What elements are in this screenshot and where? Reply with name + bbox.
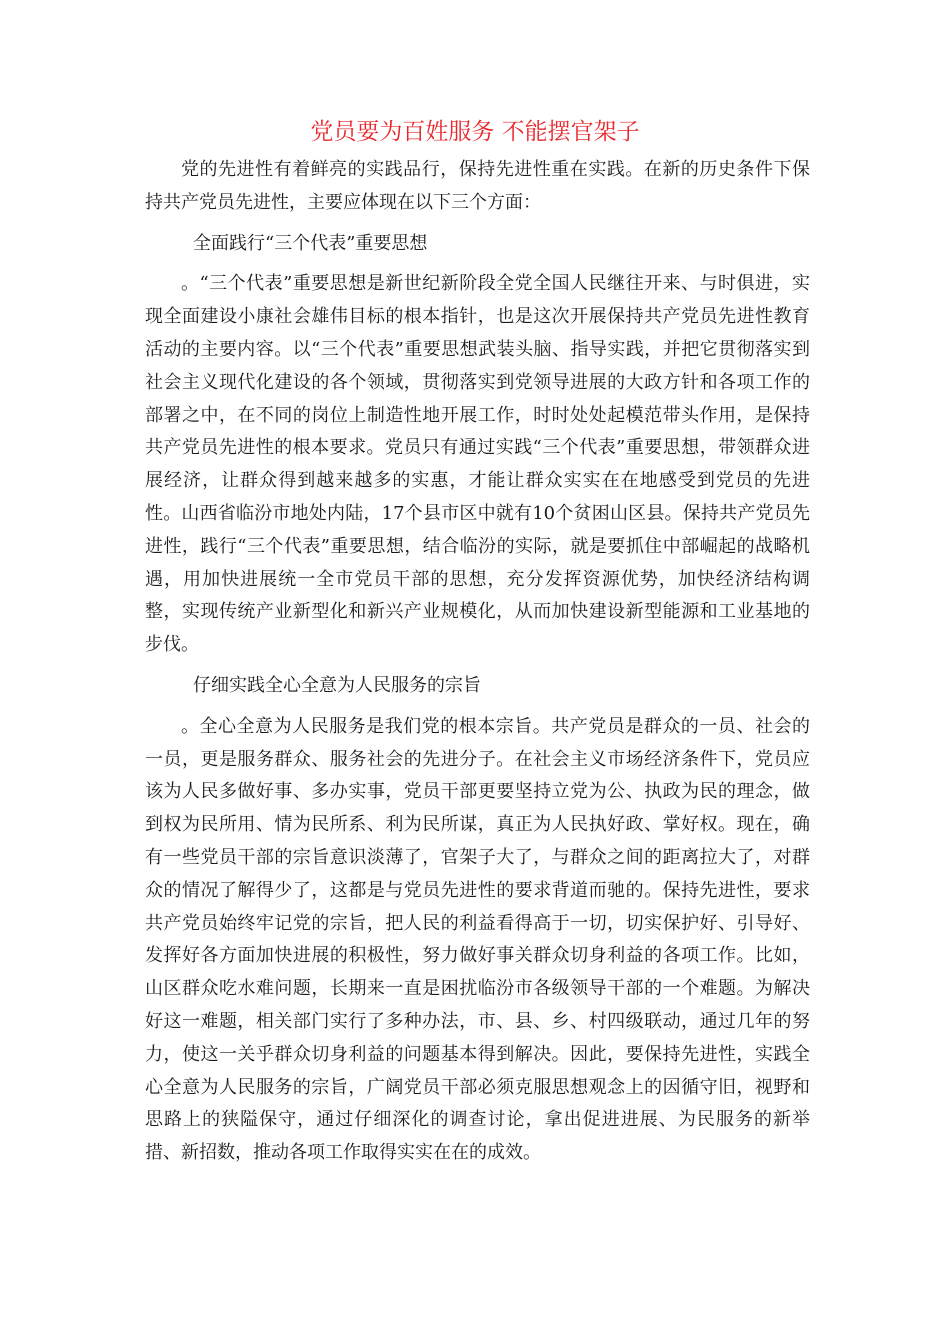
section-body-three-represents: 。“三个代表”重要思想是新世纪新阶段全党全国人民继往开来、与时俱进，实现全面建设小康社会雄伟目标的根本指针，也是这次开展保持共产党员先进性教育活动的主要内容。以“三个代表”重要思想武装头脑、指导实践，并把它贯彻落实到社会主义现代化建设的各个领域，贯彻落实到党领导进展的大政方针和各项工作的部署之中，在不同的岗位上制造性地开展工作，时时处处起模范带头作用，是保持共产党员先进性的根本要求。党员只有通过实践“三个代表”重要思想，带领群众进展经济，让群众得到越来越多的实惠，才能让群众实实在在地感受到党员的先进性。山西省临汾市地处内陆，17个县市区中就有10个贫困山区县。保持共产党员先进性，践行“三个代表”重要思想，结合临汾的实际，就是要抓住中部崛起的战略机遇，用加快进展统一全市党员干部的思想，充分发挥资源优势，加快经济结构调整，实现传统产业新型化和新兴产业规模化，从而加快建设新型能源和工业基地的步伐。 <box>145 273 810 656</box>
document-body <box>145 154 810 1170</box>
section-heading-serve-people: 仔细实践全心全意为人民服务的宗旨 <box>193 674 481 696</box>
intro-paragraph: 党的先进性有着鲜亮的实践品行，保持先进性重在实践。在新的历史条件下保持共产党员先进性，主要应体现在以下三个方面： <box>145 159 810 213</box>
section-heading-three-represents: 全面践行“三个代表”重要思想 <box>193 232 428 254</box>
document-title: 党员要为百姓服务 不能摆官架子 <box>310 119 640 145</box>
section-body-serve-people: 。全心全意为人民服务是我们党的根本宗旨。共产党员是群众的一员、社会的一员，更是服务群众、服务社会的先进分子。在社会主义市场经济条件下，党员应该为人民多做好事、多办实事，党员干部更要坚持立党为公、执政为民的理念，做到权为民所用、情为民所系、利为民所谋，真正为人民执好政、掌好权。现在，确有一些党员干部的宗旨意识淡薄了，官架子大了，与群众之间的距离拉大了，对群众的情况了解得少了，这都是与党员先进性的要求背道而驰的。保持先进性，要求共产党员始终牢记党的宗旨，把人民的利益看得高于一切，切实保护好、引导好、发挥好各方面加快进展的积极性，努力做好事关群众切身利益的各项工作。比如，山区群众吃水难问题，长期来一直是困扰临汾市各级领导干部的一个难题。为解决好这一难题，相关部门实行了多种办法，市、县、乡、村四级联动，通过几年的努力，使这一关乎群众切身利益的问题基本得到解决。因此，要保持先进性，实践全心全意为人民服务的宗旨，广阔党员干部必须克服思想观念上的因循守旧，视野和思路上的狭隘保守，通过仔细深化的调查讨论，拿出促进进展、为民服务的新举措、新招数，推动各项工作取得实实在在的成效。 <box>145 715 810 1164</box>
